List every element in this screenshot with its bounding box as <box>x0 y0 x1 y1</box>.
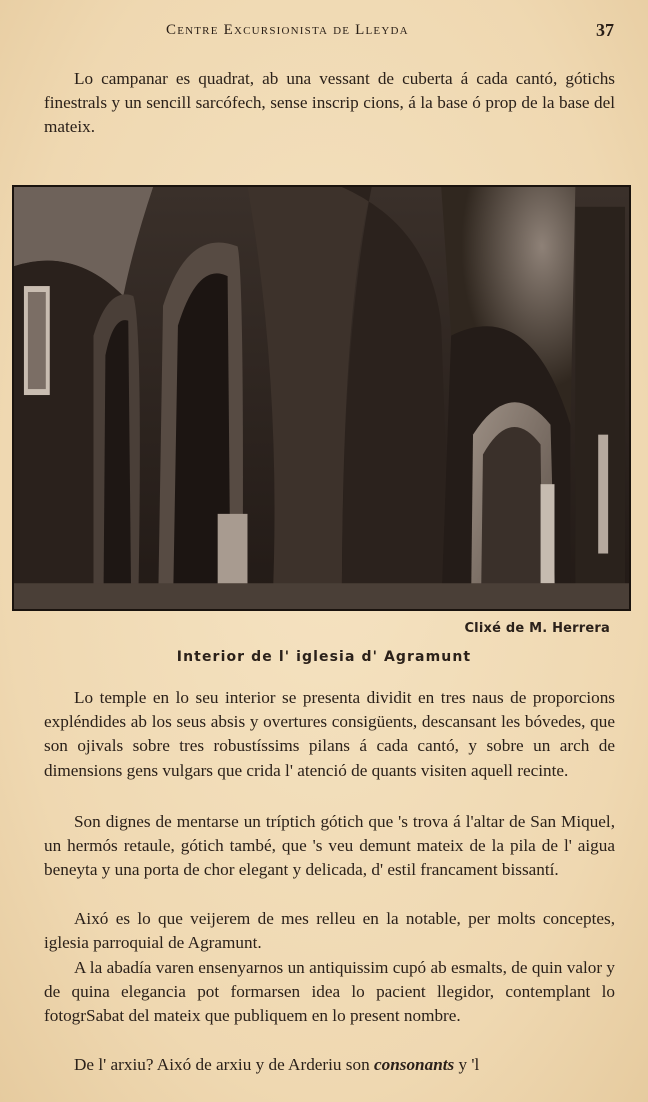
paragraph-bell-tower <box>44 67 615 140</box>
paragraph-triptych <box>44 810 615 883</box>
paragraph-archive-italic: consonants <box>373 1055 455 1074</box>
paragraph-archive-text-after: y 'l <box>458 1055 480 1074</box>
paragraph-archive-text-before: De l' arxiu? Aixó de arxiu y de Arderiu son <box>74 1055 370 1074</box>
figure-caption: Interior de l' iglesia d' Agramunt <box>176 649 472 665</box>
church-interior-photo <box>12 185 631 611</box>
paragraph-interior <box>44 686 615 783</box>
paragraph-triptych-text: Son dignes de mentarse un tríptich gótich que 's trova á l'altar de San Miquel, un hermós retaule, gótich també, que 's veu demunt mateix de la pila de l' aigua beneyta y una porta de chor elegant y delicada, d' estil francament bissantí. <box>44 812 615 880</box>
photo-credit: Clixé de M. Herrera <box>464 621 610 636</box>
paragraph-summary <box>44 907 615 955</box>
paragraph-interior-text: Lo temple en lo seu interior se presenta dividit en tres naus de proporcions expléndides ab los seus absis y overtures consigüents, descansant les bóvedes, que son ojivals sobre tres robustíssims pilans á cada cantó, y sobre un arch de dimensions gens vulgars que crida l' atenció de quants visiten aquell recinte. <box>44 688 615 780</box>
running-head: Centre Excursionista de Lleyda <box>166 22 409 38</box>
paragraph-archive <box>44 1053 615 1077</box>
paragraph-abbey-text: A la abadía varen ensenyarnos un antiquissim cupó ab esmalts, de quin valor y de quina elegancia pot formarsen idea lo pacient llegidor, contemplant lo fotogrSabat del mateix que publiquem en lo present nombre. <box>44 958 615 1026</box>
church-interior-photo-image <box>14 187 629 609</box>
paragraph-bell-tower-text: Lo campanar es quadrat, ab una vessant de cuberta á cada cantó, gótichs finestrals y un sencill sarcófech, sense inscrip cions, á la base ó prop de la base del mateix. <box>44 69 615 137</box>
paragraph-abbey <box>44 956 615 1029</box>
page-number: 37 <box>596 20 614 40</box>
paragraph-summary-text: Aixó es lo que veijerem de mes relleu en la notable, per molts conceptes, iglesia parroquial de Agramunt. <box>44 909 615 953</box>
page-header <box>0 22 648 44</box>
